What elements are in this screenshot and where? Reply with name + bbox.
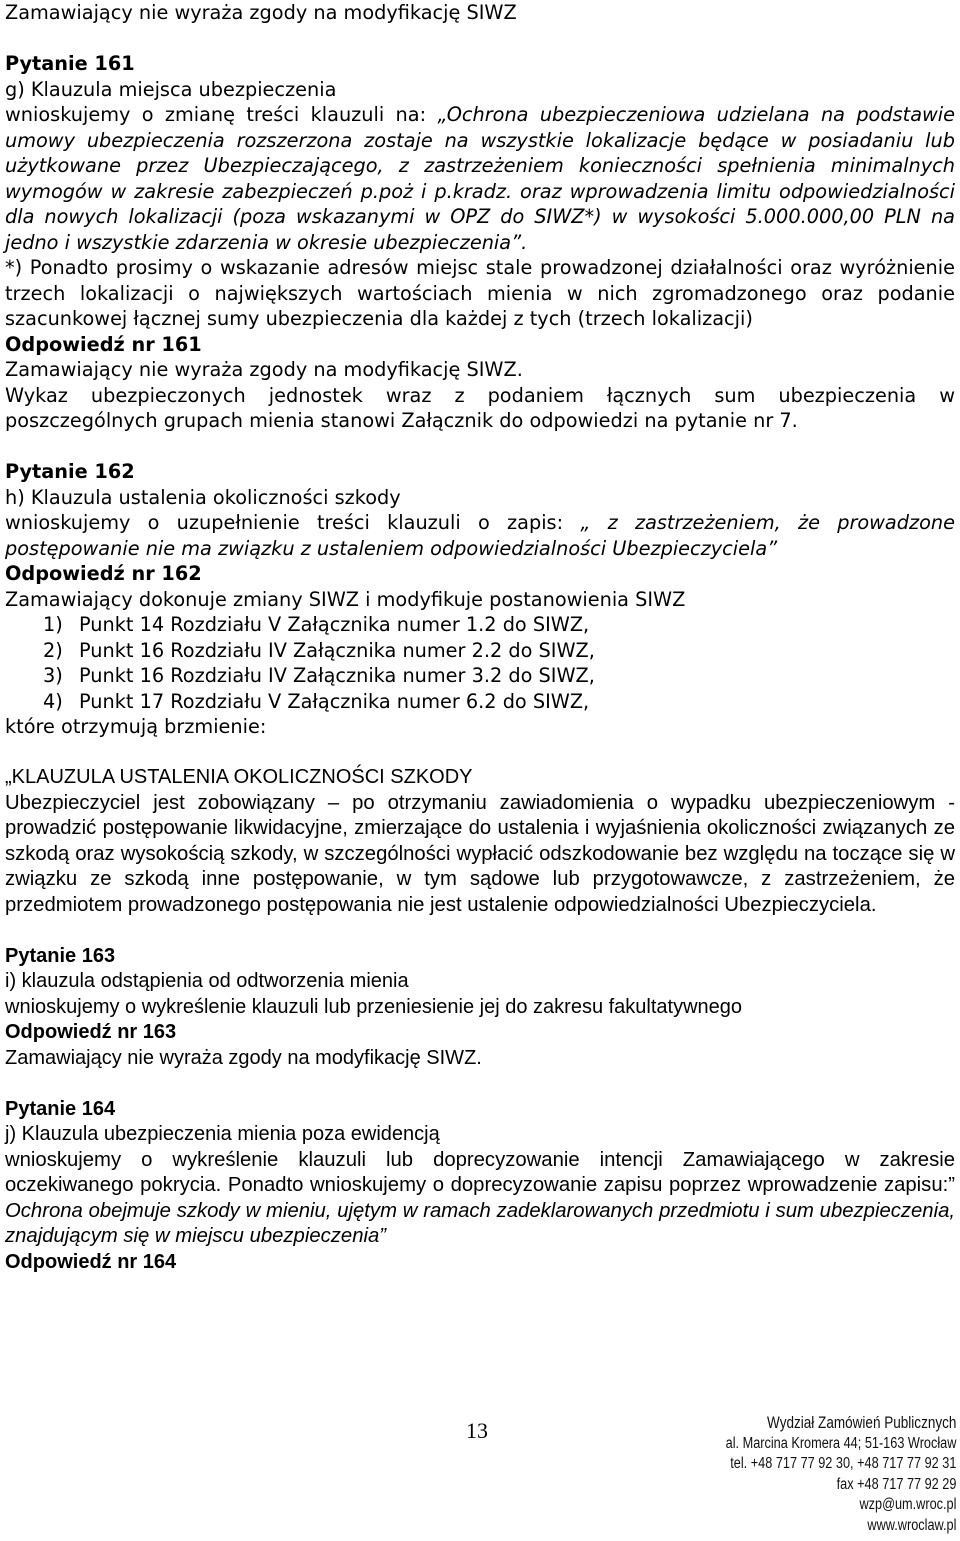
page-number: 13 [466,1418,488,1443]
list-item [43,638,955,664]
question-162-request-prefix: wnioskujemy o uzupełnienie treści klauzuli o zapis: [5,511,581,534]
answer-163-text: Zamawiający nie wyraża zgody na modyfikację SIWZ. [5,1046,482,1069]
list-item-number: 1) [43,613,63,636]
question-161-request [5,102,955,255]
question-161-note: *) Ponadto prosimy o wskazanie adresów miejsc stale prowadzonej działalności oraz wyróżnienie trzech lokalizacji o największych wartościach mienia w nich zgromadzonego oraz podanie szacunkowej łącznej sumy ubezpieczenia dla każdej z tych (trzech lokalizacji) [5,256,955,330]
question-164-request-prefix: wnioskujemy o wykreślenie klauzuli lub doprecyzowanie intencji Zamawiającego w zakresie oczekiwanego pokrycia. Ponadto wnioskujemy o doprecyzowanie zapisu poprzez wprowadzenie zapisu:” [5,1148,955,1196]
footer-department: Wydział Zamówień Publicznych [766,1414,956,1432]
question-161-title: Pytanie 161 [5,52,135,75]
answer-161-text: Zamawiający nie wyraża zgody na modyfikację SIWZ. [5,358,523,381]
footer-phone: tel. +48 717 77 92 30, +48 717 77 92 31 [729,1455,956,1472]
question-162-clause: h) Klauzula ustalenia okoliczności szkody [5,485,401,509]
clause-body: Ubezpieczyciel jest zobowiązany – po otrzymaniu zawiadomienia o wypadku ubezpieczeniowym - prowadzić postępowanie likwidacyjne, zmierzające do ustalenia i wyjaśnienia okoliczności związanych ze szkodą oraz wysokością szkody, w szczególności wypłacić odszkodowanie bez względu na toczące się w związku ze szkodą inne postępowanie, w tym sądowe lub przygotowawcze, z zastrzeżeniem, że przedmiotem prowadzonego postępowania nie jest ustalenie odpowiedzialności Ubezpieczyciela. [5,791,955,916]
footer-contact [725,1413,956,1536]
question-162-request [5,510,955,561]
question-164-clause: j) Klauzula ubezpieczenia mienia poza ewidencją [5,1123,440,1145]
list-item-number: 2) [43,638,63,662]
question-161-request-quote: „Ochrona ubezpieczeniowa udzielana na podstawie umowy ubezpieczenia rozszerzona zostaje na wszystkie lokalizacje będące w posiadaniu lub użytkowane przez Ubezpieczającego, z zastrzeżeniem konieczności spełnienia minimalnych wymogów w zakresie zabezpieczeń p.poż i p.kradz. oraz wprowadzenia limitu odpowiedzialności dla nowych lokalizacji (poza wskazanymi w OPZ do SIWZ*) w wysokości 5.000.000,00 PLN na jedno i wszystkie zdarzenia w okresie ubezpieczenia”. [5,103,956,254]
question-162-request-quote: „ z zastrzeżeniem, że prowadzone postępowanie nie ma związku z ustaleniem odpowiedzialności Ubezpieczyciela” [5,511,955,560]
question-164-title: Pytanie 164 [5,1097,116,1120]
answer-162-text: Zamawiający dokonuje zmiany SIWZ i modyfikuje postanowienia SIWZ [5,587,686,611]
list-item-text: Punkt 16 Rozdziału IV Załącznika numer 2.2 do SIWZ, [79,638,595,662]
list-item-number: 4) [43,689,63,713]
answer-162-points-list [5,612,955,714]
previous-answer-text: Zamawiający nie wyraża zgody na modyfikację SIWZ [5,1,517,24]
list-item [43,663,955,689]
list-item-text: Punkt 17 Rozdziału V Załącznika numer 6.2 do SIWZ, [79,689,590,713]
question-162-title: Pytanie 162 [5,460,135,483]
list-item-text: Punkt 16 Rozdziału IV Załącznika numer 3.2 do SIWZ, [79,664,595,687]
footer-address: al. Marcina Kromera 44; 51-163 Wrocław [725,1434,956,1452]
list-item [43,689,955,715]
footer-fax: fax +48 717 77 92 29 [836,1475,956,1493]
question-163-request: wnioskujemy o wykreślenie klauzuli lub przeniesienie jej do zakresu fakultatywnego [5,995,743,1018]
question-161-request-prefix: wnioskujemy o zmianę treści klauzuli na: [5,103,438,126]
question-164-request [5,1148,955,1250]
answer-161-attachment-text: Wykaz ubezpieczonych jednostek wraz z podaniem łącznych sum ubezpieczenia w poszczególnych grupach mienia stanowi Załącznik do odpowiedzi na pytanie nr 7. [5,383,955,432]
question-164-request-quote: Ochrona obejmuje szkody w mieniu, ujętym w ramach zadeklarowanych przedmiotu i sum ubezpieczenia, znajdującym się w miejscu ubezpieczenia” [5,1199,955,1247]
answer-162-title: Odpowiedź nr 162 [5,562,202,585]
question-163-clause: i) klauzula odstąpienia od odtworzenia mienia [5,970,409,992]
answer-164-title: Odpowiedź nr 164 [5,1250,177,1273]
question-161-clause: g) Klauzula miejsca ubezpieczenia [5,77,337,101]
document-body [5,0,955,1275]
answer-163-title: Odpowiedź nr 163 [5,1021,177,1043]
footer-website: www.wroclaw.pl [867,1516,956,1534]
list-item-text: Punkt 14 Rozdziału V Załącznika numer 1.2 do SIWZ, [79,613,590,636]
question-163-title: Pytanie 163 [5,944,116,967]
answer-162-after-list: które otrzymują brzmienie: [5,715,267,738]
list-item-number: 3) [43,664,63,687]
list-item [43,612,955,638]
clause-title: „KLAUZULA USTALENIA OKOLICZNOŚCI SZKODY [5,766,473,788]
footer-email: wzp@um.wroc.pl [859,1496,956,1513]
answer-161-title: Odpowiedź nr 161 [5,332,202,356]
